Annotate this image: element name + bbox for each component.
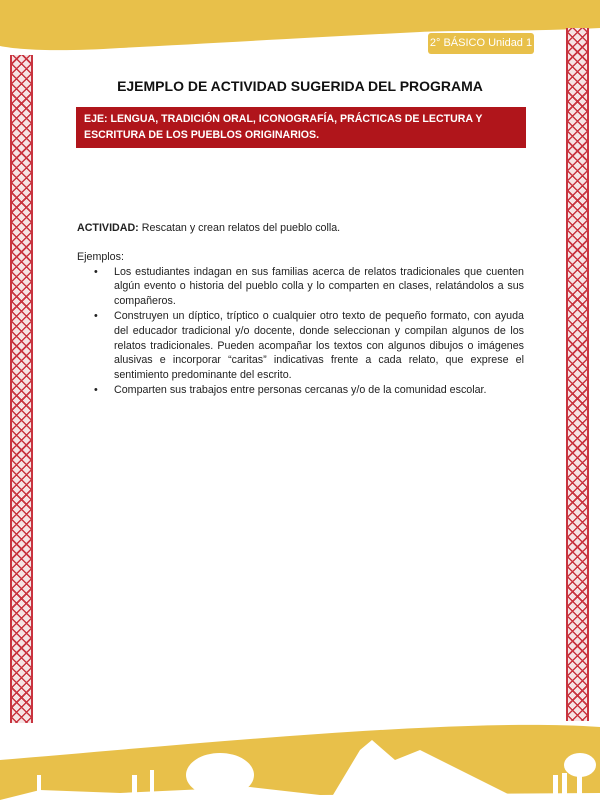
- list-item: • Construyen un díptico, tríptico o cualquier otro texto de pequeño formato, con ayuda del educador tradicional y/o docente, donde seleccionan y compilan algunos de los relatos tradicionales. Pueden acompañar los textos con algunos dibujos o imágenes alusivas e incorporar “caritas” indicativas frente a cada relato, que exprese el sentimiento predominante del escrito.: [77, 309, 524, 383]
- activity-content: [77, 221, 524, 398]
- list-item: • Los estudiantes indagan en sus familias acerca de relatos tradicionales que cuenten algún evento o historia del pueblo colla y lo comparten en clases, relatándolos a sus compañeros.: [77, 265, 524, 309]
- activity-text: Rescatan y crean relatos del pueblo colla.: [138, 222, 341, 234]
- activity-label: ACTIVIDAD:: [77, 222, 139, 234]
- footer-landscape-illustration: [0, 715, 600, 800]
- examples-label: Ejemplos:: [77, 250, 124, 263]
- examples-list: [77, 265, 524, 398]
- page-title: EJEMPLO DE ACTIVIDAD SUGERIDA DEL PROGRAMA: [117, 78, 483, 94]
- list-item: • Comparten sus trabajos entre personas cercanas y/o de la comunidad escolar.: [77, 383, 524, 398]
- left-ornamental-border: [10, 55, 33, 723]
- grade-unit-badge: 2° BÁSICO Unidad 1: [428, 33, 534, 54]
- activity-line: [77, 221, 524, 236]
- axis-banner: EJE: LENGUA, TRADICIÓN ORAL, ICONOGRAFÍA, PRÁCTICAS DE LECTURA Y ESCRITURA DE LOS PUEBLOS ORIGINARIOS.: [76, 107, 526, 148]
- right-ornamental-border: [566, 28, 589, 721]
